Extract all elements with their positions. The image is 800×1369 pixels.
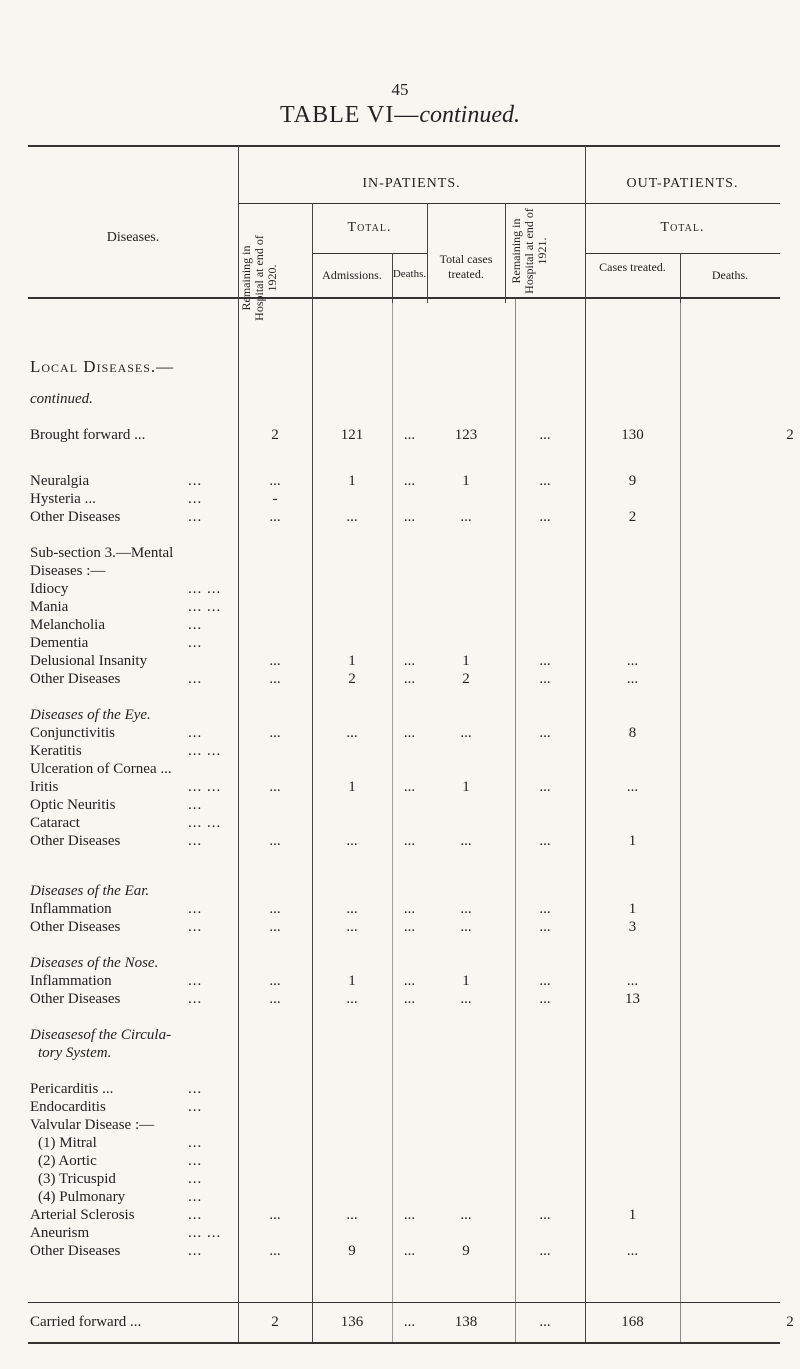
- cell-cases-treated: 8: [628, 725, 637, 741]
- cell-remaining-1921: ...: [539, 901, 551, 917]
- cell-remaining-1920: ...: [269, 1207, 281, 1223]
- cell-remaining-1920: ...: [269, 725, 281, 741]
- cell-admissions: 1: [348, 779, 356, 795]
- row-leader-dots: ...: [188, 1207, 203, 1223]
- row-label: (2) Aortic: [38, 1153, 97, 1169]
- row-label: Melancholia: [30, 617, 105, 633]
- cell-cases-treated: 168: [621, 1314, 644, 1330]
- header-in-patients: IN-PATIENTS.: [362, 176, 461, 191]
- row-label: Iritis: [30, 779, 59, 795]
- cell-remaining-1920: ...: [269, 973, 281, 989]
- cell-remaining-1921: ...: [539, 427, 551, 443]
- cell-remaining-1921: ...: [539, 973, 551, 989]
- row-leader-dots: ... ...: [188, 1225, 222, 1241]
- row-label: Diseases :—: [30, 563, 106, 579]
- row-leader-dots: ...: [188, 473, 203, 489]
- row-label: Keratitis: [30, 743, 82, 759]
- row-leader-dots: ... ...: [188, 599, 222, 615]
- cell-cases-treated: ...: [626, 1243, 639, 1259]
- cell-total-cases-treated: 138: [454, 1314, 478, 1330]
- row-leader-dots: ...: [188, 919, 203, 935]
- row-leader-dots: ...: [188, 1243, 203, 1259]
- row-leader-dots: ...: [188, 635, 203, 651]
- row-label: Other Diseases: [30, 509, 121, 525]
- table-title-suffix: continued.: [419, 102, 520, 128]
- row-leader-dots: ...: [188, 797, 203, 813]
- cell-admissions: ...: [346, 725, 358, 741]
- row-leader-dots: ...: [188, 617, 203, 633]
- cell-admissions: 1: [348, 973, 356, 989]
- cell-deaths: ...: [403, 991, 416, 1007]
- cell-total-cases-treated: 1: [462, 653, 470, 669]
- row-label: Arterial Sclerosis: [30, 1207, 135, 1223]
- row-label: Other Diseases: [30, 671, 121, 687]
- cell-total-cases-treated: 2: [462, 671, 470, 687]
- cell-remaining-1921: ...: [539, 779, 551, 795]
- cell-total-cases-treated: 123: [454, 427, 478, 443]
- cell-remaining-1921: ...: [539, 509, 551, 525]
- row-label: Ulceration of Cornea ...: [30, 761, 172, 777]
- table-row: [0, 991, 800, 1013]
- cell-remaining-1920: ...: [269, 779, 281, 795]
- table-row: [0, 1243, 800, 1265]
- cell-remaining-1920: ...: [269, 833, 281, 849]
- cell-remaining-1920: ...: [269, 1243, 281, 1259]
- cell-admissions: ...: [346, 1207, 358, 1223]
- row-label: Pericarditis ...: [30, 1081, 114, 1097]
- table-row: [0, 427, 800, 449]
- cell-total-cases-treated: ...: [460, 509, 472, 525]
- row-label: Inflammation: [30, 973, 112, 989]
- cell-admissions: ...: [346, 901, 358, 917]
- cell-remaining-1921: ...: [539, 1314, 551, 1330]
- header-deaths-in: Deaths.: [392, 268, 427, 280]
- row-leader-dots: ...: [188, 1171, 203, 1187]
- cell-remaining-1921: ...: [539, 653, 551, 669]
- cell-deaths: ...: [403, 1314, 416, 1330]
- table-row: [0, 509, 800, 531]
- cell-cases-treated: ...: [626, 653, 639, 669]
- row-label: Conjunctivitis: [30, 725, 116, 741]
- cell-remaining-1921: ...: [539, 1243, 551, 1259]
- table-title-main: TABLE VI—: [280, 102, 420, 128]
- cell-remaining-1921: ...: [539, 1207, 551, 1223]
- cell-remaining-1921: ...: [539, 671, 551, 687]
- header-diseases: Diseases.: [106, 230, 160, 245]
- cell-cases-treated: 13: [625, 991, 640, 1007]
- cell-deaths-out: 2: [786, 1314, 794, 1330]
- row-label: continued.: [30, 391, 93, 407]
- cell-cases-treated: ...: [626, 671, 639, 687]
- cell-admissions: 1: [348, 473, 356, 489]
- cell-admissions: 136: [340, 1314, 364, 1330]
- cell-total-cases-treated: 1: [462, 973, 470, 989]
- row-label: Idiocy: [30, 581, 69, 597]
- row-label: Diseases of the Ear.: [30, 883, 150, 899]
- row-leader-dots: ...: [188, 901, 203, 917]
- cell-remaining-1921: ...: [539, 473, 551, 489]
- cell-total-cases-treated: 1: [462, 473, 470, 489]
- row-leader-dots: ...: [188, 509, 203, 525]
- row-label: Sub-section 3.—Mental: [30, 545, 174, 561]
- cell-cases-treated: 1: [628, 833, 637, 849]
- row-label: Aneurism: [30, 1225, 90, 1241]
- row-leader-dots: ...: [188, 1135, 203, 1151]
- cell-remaining-1920: 2: [271, 1314, 279, 1330]
- row-label: Other Diseases: [30, 991, 121, 1007]
- cell-cases-treated: ...: [626, 779, 639, 795]
- table-row: [0, 919, 800, 941]
- row-leader-dots: ... ...: [188, 815, 222, 831]
- cell-admissions: ...: [346, 509, 358, 525]
- header-remaining-1920: Remaining in Hospital at end of 1920.: [239, 235, 279, 321]
- row-leader-dots: ...: [188, 491, 203, 507]
- cell-admissions: 9: [348, 1243, 356, 1259]
- cell-admissions: ...: [346, 991, 358, 1007]
- row-leader-dots: ...: [188, 671, 203, 687]
- row-label: Diseases of the Eye.: [30, 707, 151, 723]
- cell-deaths: ...: [403, 919, 416, 935]
- cell-total-cases-treated: ...: [460, 725, 472, 741]
- row-label: Carried forward ...: [30, 1314, 142, 1330]
- cell-deaths: ...: [403, 653, 416, 669]
- cell-remaining-1920: ...: [269, 671, 281, 687]
- table-row: [0, 833, 800, 855]
- row-leader-dots: ... ...: [188, 581, 222, 597]
- row-label: Diseasesof the Circula-: [30, 1027, 172, 1043]
- cell-remaining-1921: ...: [539, 991, 551, 1007]
- row-label: Cataract: [30, 815, 80, 831]
- cell-remaining-1920: ...: [269, 509, 281, 525]
- row-label: Dementia: [30, 635, 89, 651]
- row-label: Other Diseases: [30, 833, 121, 849]
- cell-cases-treated: 2: [628, 509, 637, 525]
- cell-remaining-1920: ...: [269, 901, 281, 917]
- table-row: [0, 671, 800, 693]
- cell-total-cases-treated: ...: [460, 833, 472, 849]
- table-row: [0, 357, 800, 379]
- cell-admissions: 121: [340, 427, 364, 443]
- table-row: [0, 1314, 800, 1336]
- cell-remaining-1920: ...: [269, 653, 281, 669]
- header-deaths-out: Deaths.: [711, 268, 749, 282]
- row-leader-dots: ...: [188, 1189, 203, 1205]
- row-label: Optic Neuritis: [30, 797, 116, 813]
- table-row: [0, 391, 800, 413]
- cell-cases-treated: 3: [628, 919, 637, 935]
- row-label: Valvular Disease :—: [30, 1117, 155, 1133]
- row-leader-dots: ...: [188, 991, 203, 1007]
- row-leader-dots: ...: [188, 973, 203, 989]
- header-total-in: Total.: [347, 220, 392, 235]
- cell-cases-treated: 130: [621, 427, 644, 443]
- cell-total-cases-treated: ...: [460, 901, 472, 917]
- page-number: 45: [391, 80, 409, 99]
- cell-admissions: ...: [346, 833, 358, 849]
- cell-remaining-1920: ...: [269, 919, 281, 935]
- row-leader-dots: ...: [188, 1153, 203, 1169]
- cell-deaths: ...: [403, 973, 416, 989]
- cell-remaining-1920: ...: [269, 991, 281, 1007]
- row-label: Inflammation: [30, 901, 112, 917]
- cell-remaining-1920: -: [272, 491, 278, 507]
- cell-cases-treated: 1: [628, 1207, 637, 1223]
- cell-cases-treated: 1: [628, 901, 637, 917]
- row-label: (1) Mitral: [38, 1135, 97, 1151]
- row-label: Brought forward ...: [30, 427, 146, 443]
- cell-deaths: ...: [403, 427, 416, 443]
- row-label: Hysteria ...: [30, 491, 96, 507]
- table-row: [0, 1045, 800, 1067]
- cell-deaths: ...: [403, 901, 416, 917]
- row-label: Other Diseases: [30, 919, 121, 935]
- cell-deaths: ...: [403, 1207, 416, 1223]
- cell-deaths: ...: [403, 509, 416, 525]
- cell-remaining-1921: ...: [539, 725, 551, 741]
- row-label: Delusional Insanity: [30, 653, 148, 669]
- cell-remaining-1921: ...: [539, 833, 551, 849]
- cell-remaining-1921: ...: [539, 919, 551, 935]
- row-label: Diseases of the Nose.: [30, 955, 159, 971]
- row-leader-dots: ...: [188, 1081, 203, 1097]
- row-label: (4) Pulmonary: [38, 1189, 126, 1205]
- header-out-patients: OUT-PATIENTS.: [626, 176, 739, 191]
- cell-cases-treated: 9: [628, 473, 637, 489]
- row-label: (3) Tricuspid: [38, 1171, 116, 1187]
- header-total-cases-treated: Total cases treated.: [439, 252, 493, 281]
- header-cases-treated: Cases treated.: [599, 260, 666, 274]
- cell-total-cases-treated: 9: [462, 1243, 470, 1259]
- cell-deaths: ...: [403, 725, 416, 741]
- row-label: Other Diseases: [30, 1243, 121, 1259]
- row-label: Neuralgia: [30, 473, 90, 489]
- header-remaining-1921: Remaining in Hospital at end of 1921.: [509, 208, 549, 294]
- row-label: tory System.: [38, 1045, 112, 1061]
- header-total-out: Total.: [660, 220, 705, 235]
- table-title: [0, 102, 800, 129]
- cell-total-cases-treated: ...: [460, 1207, 472, 1223]
- cell-deaths: ...: [403, 833, 416, 849]
- cell-deaths: ...: [403, 473, 416, 489]
- cell-deaths: ...: [403, 779, 416, 795]
- cell-deaths: ...: [403, 671, 416, 687]
- cell-deaths: ...: [403, 1243, 416, 1259]
- row-leader-dots: ...: [188, 725, 203, 741]
- row-label: Mania: [30, 599, 69, 615]
- cell-cases-treated: ...: [626, 973, 639, 989]
- cell-remaining-1920: 2: [271, 427, 279, 443]
- row-leader-dots: ... ...: [188, 743, 222, 759]
- header-admissions: Admissions.: [322, 268, 382, 282]
- cell-admissions: ...: [346, 919, 358, 935]
- row-leader-dots: ...: [188, 833, 203, 849]
- row-leader-dots: ... ...: [188, 779, 222, 795]
- row-label: Local Diseases.—: [30, 357, 175, 376]
- row-label: Endocarditis: [30, 1099, 106, 1115]
- cell-admissions: 1: [348, 653, 356, 669]
- cell-total-cases-treated: 1: [462, 779, 470, 795]
- cell-total-cases-treated: ...: [460, 991, 472, 1007]
- cell-remaining-1920: ...: [269, 473, 281, 489]
- row-leader-dots: ...: [188, 1099, 203, 1115]
- cell-admissions: 2: [348, 671, 356, 687]
- cell-deaths-out: 2: [786, 427, 794, 443]
- cell-total-cases-treated: ...: [460, 919, 472, 935]
